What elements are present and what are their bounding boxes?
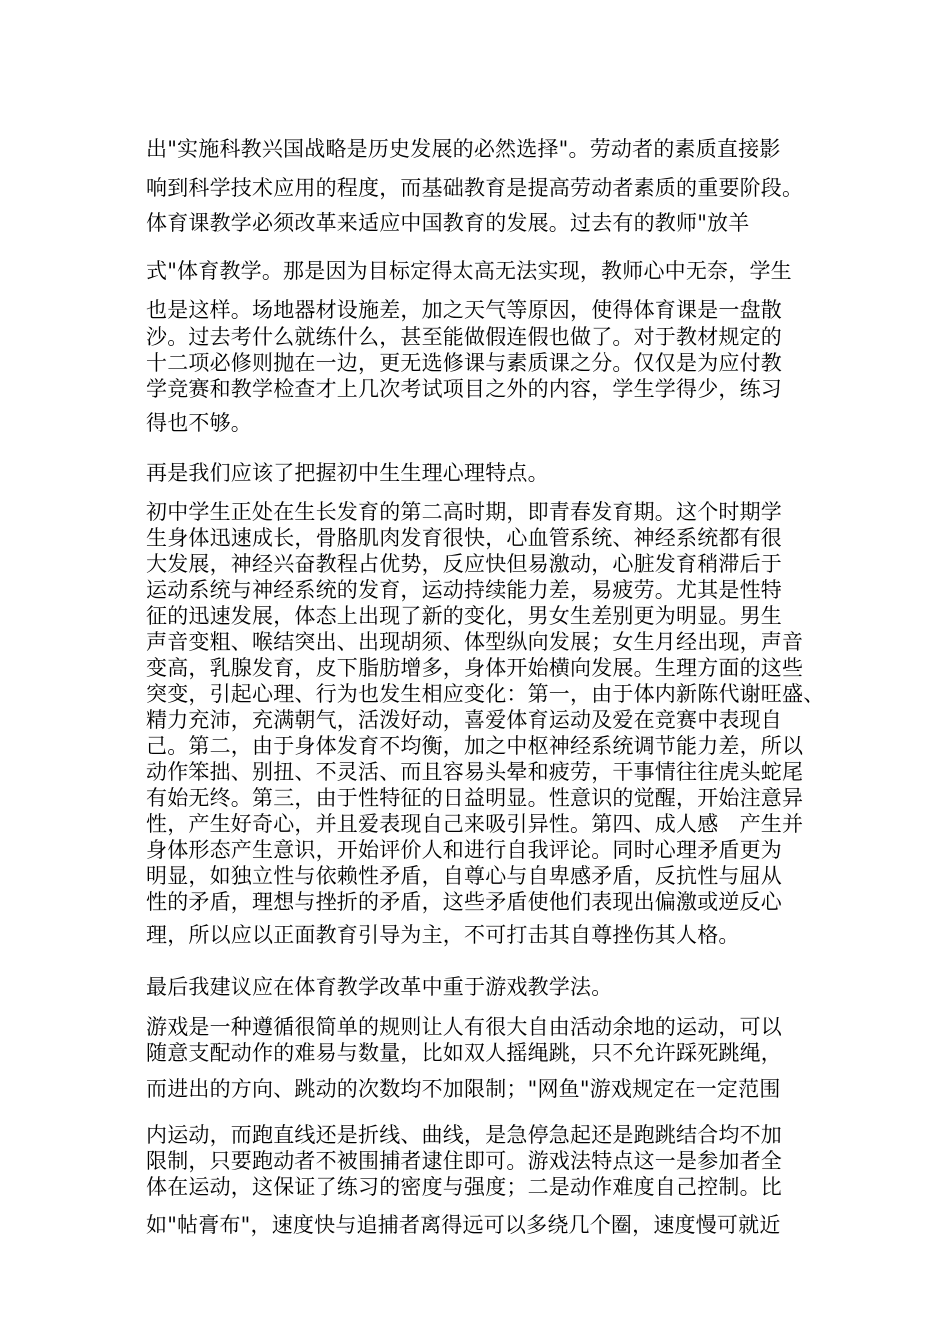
text-line: 变高，乳腺发育，皮下脂肪增多，身体开始横向发展。生理方面的这些	[146, 656, 804, 680]
text-line: 出"实施科教兴国战略是历史发展的必然选择"。劳动者的素质直接影	[146, 137, 781, 161]
text-line: 内运动，而跑直线还是折线、曲线，是急停急起还是跑跳结合均不加	[146, 1123, 782, 1147]
text-line: 初中学生正处在生长发育的第二高时期，即青春发育期。这个时期学	[146, 500, 782, 524]
text-line: 声音变粗、喉结突出、出现胡须、体型纵向发展；女生月经出现，声音	[146, 630, 804, 654]
text-line: 体在运动，这保证了练习的密度与强度；二是动作难度自己控制。比	[146, 1175, 782, 1199]
text-line: 精力充沛，充满朝气，活泼好动，喜爱体育运动及爱在竞赛中表现自	[146, 708, 782, 732]
text-line: 运动系统与神经系统的发育，运动持续能力差，易疲劳。尤其是性特	[146, 578, 782, 602]
text-line: 而进出的方向、跳动的次数均不加限制；"网鱼"游戏规定在一定范围	[146, 1077, 781, 1101]
text-line: 学竞赛和教学检查才上几次考试项目之外的内容，学生学得少，练习	[146, 377, 782, 401]
text-line: 性，产生好奇心，并且爱表现自己来吸引异性。第四、成人感 产生并	[146, 812, 804, 836]
text-line: 明显，如独立性与依赖性矛盾，自尊心与自卑感矛盾，反抗性与屈从	[146, 864, 782, 888]
text-line: 征的迅速发展，体态上出现了新的变化，男女生差别更为明显。男生	[146, 604, 782, 628]
section-heading: 再是我们应该了把握初中生生理心理特点。	[146, 461, 549, 485]
text-line: 大发展，神经兴奋教程占优势，反应快但易激动，心脏发育稍滞后于	[146, 552, 782, 576]
text-line: 沙。过去考什么就练什么，甚至能做假连假也做了。对于教材规定的	[146, 325, 782, 349]
section-heading: 最后我建议应在体育教学改革中重于游戏教学法。	[146, 975, 613, 999]
text-line: 响到科学技术应用的程度，而基础教育是提高劳动者素质的重要阶段。	[146, 176, 804, 200]
text-line: 如"帖膏布"，速度快与追捕者离得远可以多绕几个圈，速度慢可就近	[146, 1213, 781, 1237]
text-line: 游戏是一种遵循很简单的规则让人有很大自由活动余地的运动，可以	[146, 1015, 782, 1039]
text-line: 也是这样。场地器材设施差，加之天气等原因，使得体育课是一盘散	[146, 298, 782, 322]
text-line: 己。第二，由于身体发育不均衡，加之中枢神经系统调节能力差，所以	[146, 734, 804, 758]
text-line: 限制，只要跑动者不被围捕者逮住即可。游戏法特点这一是参加者全	[146, 1149, 782, 1173]
text-line: 理，所以应以正面教育引导为主，不可打击其自尊挫伤其人格。	[146, 923, 740, 947]
text-line: 体育课教学必须改革来适应中国教育的发展。过去有的教师"放羊	[146, 211, 750, 235]
text-line: 突变，引起心理、行为也发生相应变化：第一，由于体内新陈代谢旺盛、	[146, 682, 825, 706]
text-line: 身体形态产生意识，开始评价人和进行自我评论。同时心理矛盾更为	[146, 838, 782, 862]
text-line: 生身体迅速成长，骨胳肌肉发育很快，心血管系统、神经系统都有很	[146, 526, 782, 550]
text-line: 得也不够。	[146, 411, 252, 435]
text-line: 式"体育教学。那是因为目标定得太高无法实现，教师心中无奈，学生	[146, 259, 792, 283]
text-line: 十二项必修则抛在一边，更无选修课与素质课之分。仅仅是为应付教	[146, 351, 782, 375]
text-line: 有始无终。第三，由于性特征的日益明显。性意识的觉醒，开始注意异	[146, 786, 804, 810]
text-line: 动作笨拙、别扭、不灵活、而且容易头晕和疲劳，干事情往往虎头蛇尾	[146, 760, 804, 784]
text-line: 随意支配动作的难易与数量，比如双人摇绳跳，只不允许踩死跳绳，	[146, 1041, 782, 1065]
text-line: 性的矛盾，理想与挫折的矛盾，这些矛盾使他们表现出偏激或逆反心	[146, 890, 782, 914]
